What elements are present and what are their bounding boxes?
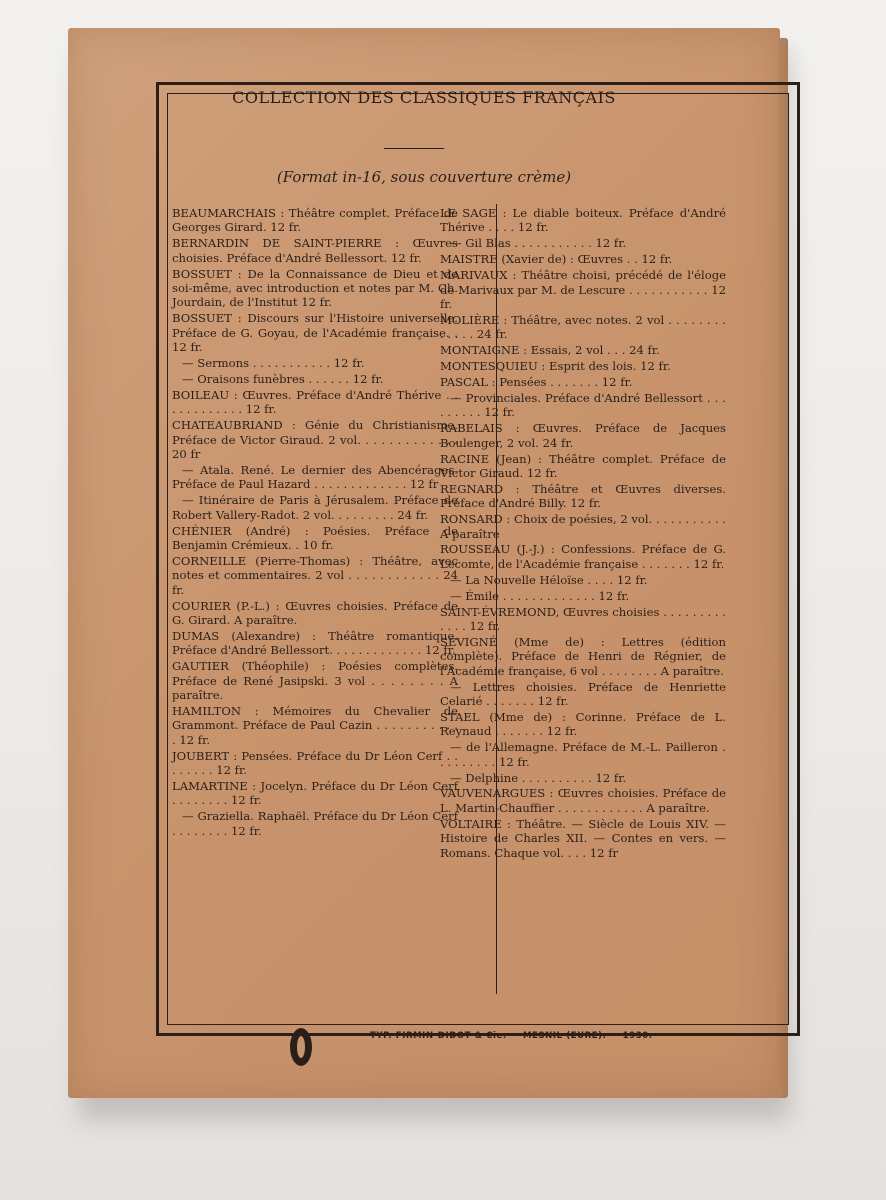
right-catalog-entry: SÉVIGNÉ (Mme de) : Lettres (édition complète). Préface de Henri de Régnier, de l'Académie française, 6 vol . . . . . . . . A paraître. [440,634,726,678]
left-catalog-entry: — Graziella. Raphaël. Préface du Dr Léon Cerf . . . . . . . . 12 fr. [172,809,458,838]
right-catalog-entry: MARIVAUX : Théâtre choisi, précédé de l'éloge de Marivaux par M. de Lescure . . . . . . . . . . . 12 fr. [440,268,726,311]
seal-mark [297,1036,305,1058]
left-catalog-entry: GAUTIER (Théophile) : Poésies complètes. Préface de René Jasipski. 3 vol . . . . . . . . A paraître. [172,659,458,702]
left-catalog-entry: BOILEAU : Œuvres. Préface d'André Thérive . . . . . . . . . . . . 12 fr. [172,387,458,417]
left-catalog-entry: BOSSUET : Discours sur l'Histoire universelle. Préface de G. Goyau, de l'Académie française. . 12 fr. [172,311,458,355]
left-catalog-entry: BEAUMARCHAIS : Théâtre complet. Préface de Georges Girard. 12 fr. [172,206,458,235]
right-catalog-entry: MONTAIGNE : Essais, 2 vol . . . 24 fr. [440,343,660,358]
left-catalog-entry: HAMILTON : Mémoires du Chevalier de Grammont. Préface de Paul Cazin . . . . . . . . . . . . 12 fr. [172,703,458,747]
left-catalog-entry: — Oraisons funèbres . . . . . . 12 fr. [182,371,384,386]
publisher-seal [290,1028,312,1066]
left-catalog-entry: BOSSUET : De la Connaissance de Dieu et de soi-même, avec introduction et notes par M. Ch. Jourdain, de l'Institut 12 fr. [172,266,458,310]
left-catalog-entry: CHÉNIER (André) : Poésies. Préface de Benjamin Crémieux. . 10 fr. [172,523,458,552]
right-catalog-entry: PASCAL : Pensées . . . . . . . 12 fr. [440,374,633,389]
left-catalog-entry: LAMARTINE : Jocelyn. Préface du Dr Léon Cerf . . . . . . . . 12 fr. [172,778,458,808]
right-catalog-entry: VOLTAIRE : Théâtre. — Siècle de Louis XIV. — Histoire de Charles XII. — Contes en vers. — Romans. Chaque vol. . . . 12 fr [440,816,726,860]
right-catalog-entry: RABELAIS : Œuvres. Préface de Jacques Boulenger, 2 vol. 24 fr. [440,421,726,450]
format-subtitle: (Format in-16, sous couverture crème) [276,168,572,186]
right-catalog-entry: — Lettres choisies. Préface de Henriette Celarié . . . . . . . 12 fr. [440,679,726,708]
printer-imprint: TYP. FIRMIN-DIDOT & Cie. — MESNIL (EURE). — 1930. [370,1031,653,1041]
right-catalog-entry: — Delphine . . . . . . . . . . 12 fr. [450,770,627,785]
book-back-cover [68,28,780,1098]
right-catalog-entry: — Gil Blas . . . . . . . . . . . 12 fr. [450,236,627,251]
left-catalog-entry: — Sermons . . . . . . . . . . . 12 fr. [182,356,365,371]
catalog-right-column [440,206,726,861]
left-catalog-entry: COURIER (P.-L.) : Œuvres choisies. Préface de G. Girard. A paraître. [172,598,458,627]
left-catalog-entry: BERNARDIN DE SAINT-PIERRE : Œuvres choisies. Préface d'André Bellessort. 12 fr. [172,236,458,265]
collection-title: COLLECTION DES CLASSIQUES FRANÇAIS [232,88,616,107]
right-catalog-entry: ROUSSEAU (J.-J.) : Confessions. Préface de G. Lecomte, de l'Académie française . . . . . . . 12 fr. [440,542,726,571]
right-catalog-entry: MONTESQUIEU : Esprit des lois. 12 fr. [440,359,671,374]
right-catalog-entry: REGNARD : Théâtre et Œuvres diverses. Préface d'André Billy. 12 fr. [440,481,726,511]
left-catalog-entry: — Itinéraire de Paris à Jérusalem. Préface de Robert Vallery-Radot. 2 vol. . . . . . . . . 24 fr. [172,493,458,522]
right-catalog-entry: SAINT-ÉVREMOND, Œuvres choisies . . . . . . . . . . . . . 12 fr. [440,604,726,633]
right-catalog-entry: — de l'Allemagne. Préface de M.-L. Pailleron . . . . . . . . . 12 fr. [440,740,726,769]
right-catalog-entry: — La Nouvelle Héloïse . . . . 12 fr. [450,572,648,587]
left-catalog-entry: DUMAS (Alexandre) : Théâtre romantique. Préface d'André Bellessort. . . . . . . . . . . . . 12 fr. [172,628,458,658]
right-catalog-entry: — Émile . . . . . . . . . . . . . 12 fr. [450,588,630,603]
left-catalog-entry: CHATEAUBRIAND : Génie du Christianisme. Préface de Victor Giraud. 2 vol. . . . . . . . . . . . . 20 fr [172,418,458,461]
right-catalog-entry: MAISTRE (Xavier de) : Œuvres . . 12 fr. [440,252,673,267]
title-rule [384,148,444,149]
right-catalog-entry: RONSARD : Choix de poésies, 2 vol. . . . . . . . . . . A paraître [440,512,727,541]
right-catalog-entry: STAEL (Mme de) : Corinne. Préface de L. Reynaud . . . . . . . 12 fr. [440,709,726,739]
left-catalog-entry: — Atala. René. Le dernier des Abencérages. Préface de Paul Hazard . . . . . . . . . . . . . 12 fr [172,462,458,492]
right-catalog-entry: MOLIÈRE : Théâtre, avec notes. 2 vol . . . . . . . . . . . . . 24 fr. [440,312,726,342]
right-catalog-entry: LE SAGE : Le diable boiteux. Préface d'André Thérive . . . . 12 fr. [440,206,726,235]
right-catalog-entry: RACINE (Jean) : Théâtre complet. Préface de Victor Giraud. 12 fr. [440,451,726,480]
left-catalog-entry: JOUBERT : Pensées. Préface du Dr Léon Cerf . . . . . . . . 12 fr. [172,748,458,778]
catalog-left-column [172,206,458,840]
right-catalog-entry: — Provinciales. Préface d'André Bellessort . . . . . . . . . 12 fr. [440,390,726,420]
right-catalog-entry: VAUVENARGUES : Œuvres choisies. Préface de L. Martin-Chauffier . . . . . . . . . . . . A paraître. [440,786,726,815]
left-catalog-entry: CORNEILLE (Pierre-Thomas) : Théâtre, avec notes et commentaires. 2 vol . . . . . . . . . . . . 24 fr. [172,553,458,597]
